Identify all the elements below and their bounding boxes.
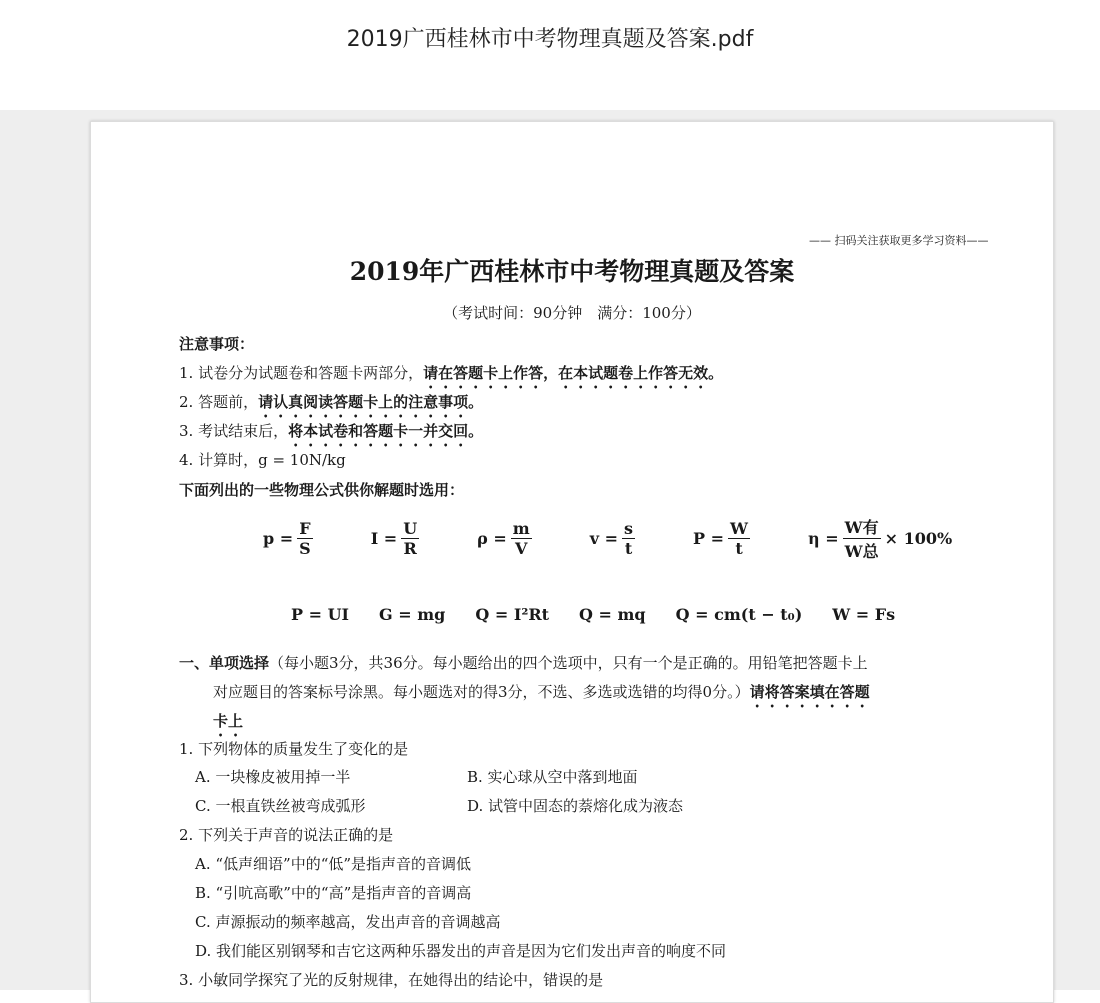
formula-5 bbox=[693, 519, 750, 558]
note-1-emphasis: 请在答题卡上作答，在本试题卷上作答无效。 bbox=[423, 364, 724, 382]
note-2 bbox=[179, 391, 483, 421]
q1-option-d: D. 试管中固态的萘熔化成为液态 bbox=[467, 797, 684, 815]
formula-lhs: I = bbox=[370, 529, 398, 548]
formula-lhs: v = bbox=[589, 529, 618, 548]
formula-row-1 bbox=[263, 515, 952, 562]
fraction-denominator: t bbox=[735, 539, 743, 558]
formula-1 bbox=[263, 519, 313, 558]
formula-row-2 bbox=[291, 605, 895, 624]
exam-info: （考试时间：90分钟 满分：100分） bbox=[443, 304, 701, 322]
q1-option-c: C. 一根直铁丝被弯成弧形 bbox=[195, 797, 366, 815]
viewer-header bbox=[0, 0, 1100, 110]
formula-fraction bbox=[297, 519, 313, 558]
formula-7: P = UI bbox=[291, 605, 350, 624]
q2-option-a: A. “低声细语”中的“低”是指声音的音调低 bbox=[195, 855, 472, 873]
formula-lhs: P = bbox=[693, 529, 725, 548]
section-1-emphasis-2: 卡上 bbox=[213, 712, 244, 730]
fraction-numerator: m bbox=[512, 519, 530, 538]
section-1-line-1 bbox=[179, 652, 868, 673]
formula-11: Q = cm(t − t₀) bbox=[675, 605, 803, 624]
q2-option-b: B. “引吭高歌”中的“高”是指声音的音调高 bbox=[195, 884, 472, 902]
formula-10: Q = mq bbox=[579, 605, 646, 624]
pdf-page bbox=[90, 121, 1054, 1003]
formula-fraction bbox=[843, 515, 881, 562]
formula-fraction bbox=[728, 519, 750, 558]
formula-2 bbox=[371, 519, 419, 558]
fraction-numerator: U bbox=[403, 519, 418, 538]
fraction-numerator: W有 bbox=[843, 515, 881, 539]
formula-fraction bbox=[401, 519, 419, 558]
note-1 bbox=[179, 362, 723, 392]
question-3: 3. 小敏同学探究了光的反射规律，在她得出的结论中，错误的是 bbox=[179, 971, 604, 989]
section-1-line-2 bbox=[213, 681, 870, 711]
q1-option-a: A. 一块橡皮被用掉一半 bbox=[195, 768, 351, 786]
note-1-text: 1. 试卷分为试题卷和答题卡两部分， bbox=[179, 364, 424, 382]
note-3-text: 3. 考试结束后， bbox=[179, 422, 289, 440]
formula-lhs: ρ = bbox=[477, 529, 507, 548]
q2-option-d: D. 我们能区别钢琴和吉它这两种乐器发出的声音是因为它们发出声音的响度不同 bbox=[195, 942, 727, 960]
formula-intro: 下面列出的一些物理公式供你解题时选用： bbox=[179, 481, 465, 499]
formula-lhs: η = bbox=[808, 529, 839, 548]
section-1-emphasis: 请将答案填在答题 bbox=[749, 683, 870, 701]
notes-heading: 注意事项： bbox=[179, 335, 255, 353]
note-2-text: 2. 答题前， bbox=[179, 393, 259, 411]
note-3-emphasis: 将本试卷和答题卡一并交回。 bbox=[288, 422, 484, 440]
fraction-denominator: W总 bbox=[844, 542, 879, 561]
formula-4 bbox=[590, 519, 635, 558]
formula-3 bbox=[477, 519, 532, 558]
note-2-emphasis: 请认真阅读答题卡上的注意事项。 bbox=[258, 393, 484, 411]
watermark-text: —— 扫码关注获取更多学习资料—— bbox=[809, 234, 989, 247]
question-2: 2. 下列关于声音的说法正确的是 bbox=[179, 826, 394, 844]
section-1-instructions: （每小题3分，共36分。每小题给出的四个选项中，只有一个是正确的。用铅笔把答题卡上 bbox=[269, 654, 868, 672]
formula-lhs: p = bbox=[263, 529, 294, 548]
fraction-denominator: S bbox=[299, 539, 311, 558]
fraction-numerator: s bbox=[624, 519, 634, 538]
section-1-heading: 一、单项选择 bbox=[179, 654, 270, 672]
formula-6 bbox=[808, 515, 952, 562]
question-1: 1. 下列物体的质量发生了变化的是 bbox=[179, 740, 409, 758]
formula-9: Q = I²Rt bbox=[475, 605, 550, 624]
fraction-numerator: W bbox=[730, 519, 748, 538]
formula-fraction bbox=[511, 519, 532, 558]
formula-12: W = Fs bbox=[832, 605, 896, 624]
note-4: 4. 计算时，g = 10N/kg bbox=[179, 451, 346, 469]
q1-option-b: B. 实心球从空中落到地面 bbox=[467, 768, 638, 786]
formula-tail: × 100% bbox=[884, 529, 953, 548]
section-1-instructions-2: 对应题目的答案标号涂黑。每小题选对的得3分，不选、多选或选错的均得0分。） bbox=[213, 683, 750, 701]
fraction-denominator: V bbox=[515, 539, 528, 558]
fraction-numerator: F bbox=[297, 519, 313, 539]
fraction-denominator: t bbox=[624, 539, 633, 558]
note-3 bbox=[179, 420, 483, 450]
fraction-denominator: R bbox=[403, 539, 417, 558]
formula-fraction bbox=[622, 519, 635, 558]
formula-8: G = mg bbox=[379, 605, 446, 624]
q2-option-c: C. 声源振动的频率越高，发出声音的音调越高 bbox=[195, 913, 501, 931]
file-title: 2019广西桂林市中考物理真题及答案.pdf bbox=[346, 27, 754, 52]
document-title: 2019年广西桂林市中考物理真题及答案 bbox=[349, 257, 795, 286]
